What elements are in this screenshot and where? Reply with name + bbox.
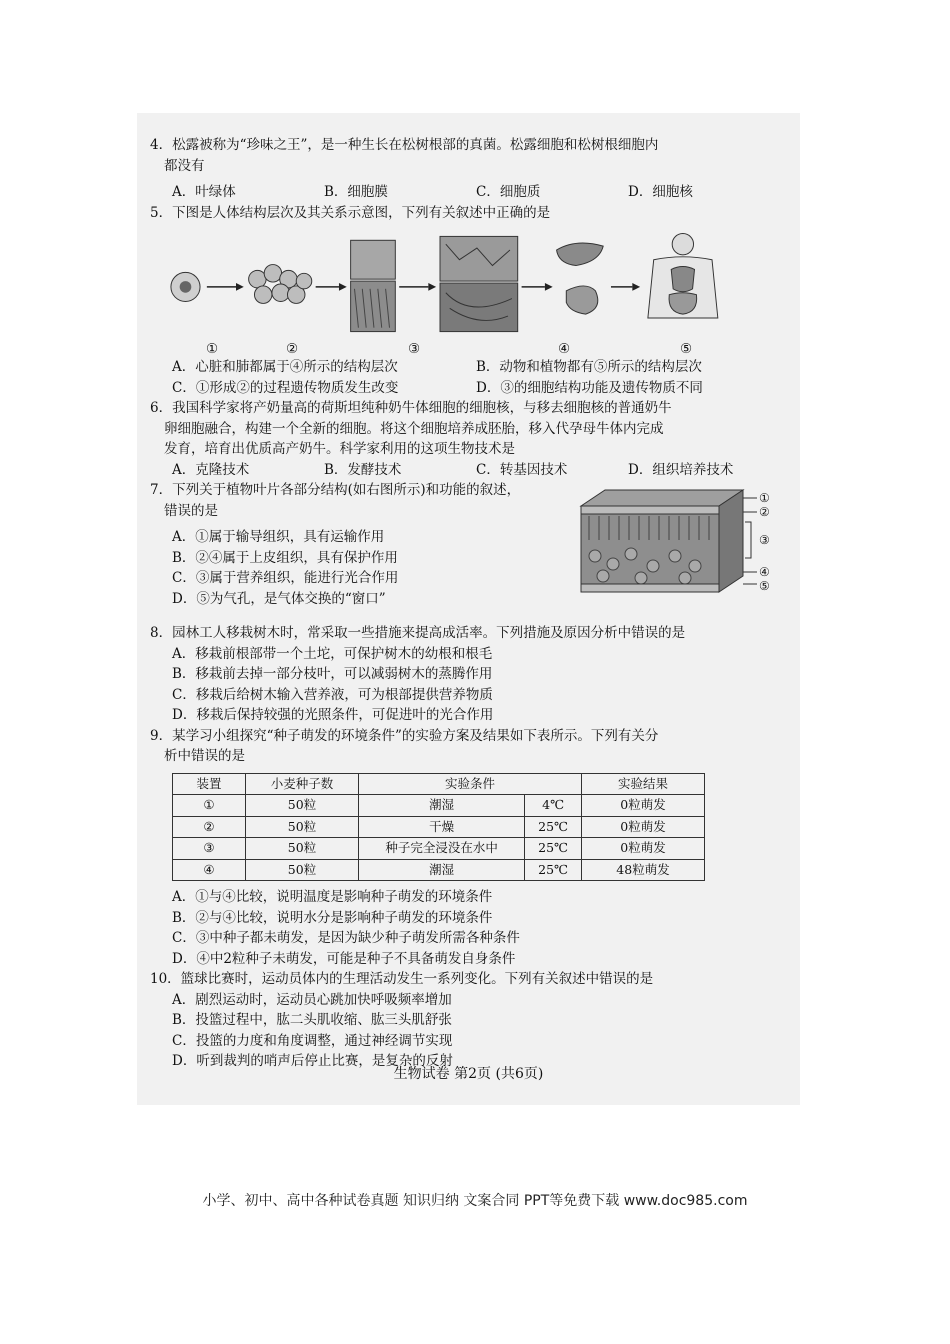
option-a: A．①与④比较，说明温度是影响种子萌发的环境条件 (172, 889, 493, 905)
option-c: C．转基因技术 (476, 461, 568, 478)
body-structure-labels (150, 339, 780, 357)
body-structure-figure (168, 229, 780, 339)
option-b: B．投篮过程中，肱二头肌收缩、肱三头肌舒张 (172, 1012, 452, 1028)
option-b: B．细胞膜 (324, 184, 388, 200)
option-b: B．动物和植物都有⑤所示的结构层次 (476, 359, 702, 375)
table-cell: 48粒萌发 (582, 859, 705, 881)
table-row (173, 816, 705, 838)
exam-content (150, 135, 780, 1072)
option-c: C．③属于营养组织，能进行光合作用 (172, 570, 399, 586)
leaf-label-4: ④ (759, 565, 770, 579)
option-a: A．心脏和肺都属于④所示的结构层次 (172, 359, 398, 375)
option-d: D．移栽后保持较强的光照条件，可促进叶的光合作用 (172, 707, 494, 723)
cell-cluster-image (249, 265, 312, 304)
table-row (173, 838, 705, 860)
leaf-label-2: ② (759, 505, 770, 519)
question-7 (150, 480, 780, 609)
option-b: B．②与④比较，说明水分是影响种子萌发的环境条件 (172, 909, 493, 926)
question-6-stem-cont-2: 发育，培育出优质高产奶牛。科学家利用的这项生物技术是 (164, 441, 515, 457)
option-c: C．移栽后给树木输入营养液，可为根部提供营养物质 (172, 686, 493, 703)
tissue-image (351, 240, 396, 331)
option-a: A．克隆技术 (172, 461, 250, 478)
tissue-types-image (440, 236, 518, 331)
option-c: C．投篮的力度和角度调整，通过神经调节实现 (172, 1032, 453, 1049)
table-cell: 50粒 (246, 859, 359, 881)
body-structure-diagram (168, 229, 780, 339)
question-10-stem: 10．篮球比赛时，运动员体内的生理活动发生一系列变化。下列有关叙述中错误的是 (150, 971, 654, 987)
option-c: C．细胞质 (476, 184, 541, 200)
scanned-exam-page (137, 113, 800, 1105)
option-c: C．③中种子都未萌发，是因为缺少种子萌发所需各种条件 (172, 930, 520, 946)
label-3: ③ (408, 341, 421, 357)
leaf-label-1: ① (759, 491, 770, 505)
question-5-stem: 5．下图是人体结构层次及其关系示意图，下列有关叙述中正确的是 (150, 204, 551, 221)
cell-image (171, 272, 200, 301)
question-8-stem: 8．园林工人移栽树木时，常采取一些措施来提高成活率。下列措施及原因分析中错误的是 (150, 625, 686, 641)
header-device: 装置 (173, 773, 246, 795)
option-d: D．组织培养技术 (628, 461, 734, 478)
question-4-stem-cont: 都没有 (164, 157, 205, 174)
question-9-stem: 9．某学习小组探究“种子萌发的环境条件”的实验方案及结果如下表所示。下列有关分 (150, 727, 659, 744)
table-cell: 0粒萌发 (582, 795, 705, 817)
option-d: D．③的细胞结构功能及遗传物质不同 (476, 379, 703, 396)
table-cell: 50粒 (246, 838, 359, 860)
table-cell: 干燥 (359, 816, 525, 838)
experiment-table (172, 773, 705, 882)
table-row (173, 795, 705, 817)
label-2: ② (286, 341, 299, 357)
table-cell: 25℃ (525, 859, 582, 881)
option-b: B．发酵技术 (324, 461, 402, 478)
question-7-stem: 7．下列关于植物叶片各部分结构(如右图所示)和功能的叙述， (150, 482, 521, 498)
option-a: A．①属于输导组织，具有运输作用 (172, 529, 385, 545)
option-a: A．剧烈运动时，运动员心跳加快呼吸频率增加 (172, 991, 452, 1008)
table-cell: ④ (173, 859, 246, 881)
table-cell: 4℃ (525, 795, 582, 817)
page-footer: 生物试卷 第2页 (共6页) (393, 1066, 544, 1082)
table-cell: 潮湿 (359, 859, 525, 881)
question-9-stem-cont: 析中错误的是 (164, 748, 245, 764)
option-b: B．移栽前去掉一部分枝叶，可以减弱树木的蒸腾作用 (172, 666, 493, 682)
header-result: 实验结果 (582, 773, 705, 795)
label-1: ① (206, 341, 219, 357)
table-cell: 25℃ (525, 816, 582, 838)
header-seed-count: 小麦种子数 (246, 773, 359, 795)
question-6-stem: 6．我国科学家将产奶量高的荷斯坦纯种奶牛体细胞的细胞核，与移去细胞核的普通奶牛 (150, 400, 672, 416)
option-b: B．②④属于上皮组织，具有保护作用 (172, 549, 398, 566)
organ-image (557, 243, 604, 314)
option-c: C．①形成②的过程遗传物质发生改变 (172, 379, 399, 396)
option-a: A．叶绿体 (172, 184, 236, 200)
label-5: ⑤ (680, 341, 693, 357)
leaf-cross-section-image (575, 484, 775, 596)
table-cell: 种子完全浸没在水中 (359, 838, 525, 860)
question-6-options (172, 460, 780, 481)
table-cell: 50粒 (246, 816, 359, 838)
table-cell: 25℃ (525, 838, 582, 860)
table-cell: ② (173, 816, 246, 838)
table-cell: 0粒萌发 (582, 838, 705, 860)
table-cell: 潮湿 (359, 795, 525, 817)
leaf-label-5: ⑤ (759, 579, 770, 593)
question-4-stem: 4．松露被称为“珍味之王”，是一种生长在松树根部的真菌。松露细胞和松树根细胞内 (150, 137, 659, 153)
table-row (173, 859, 705, 881)
download-site-note: 小学、初中、高中各种试卷真题 知识归纳 文案合同 PPT等免费下载 www.doc985.com (202, 1193, 748, 1209)
header-conditions: 实验条件 (359, 773, 582, 795)
table-cell: ① (173, 795, 246, 817)
question-7-stem-cont: 错误的是 (164, 502, 218, 519)
question-4-options (172, 182, 780, 203)
label-4: ④ (558, 341, 571, 357)
leaf-cross-section-figure (575, 484, 775, 596)
option-d: D．听到裁判的哨声后停止比赛，是复杂的反射 (172, 1053, 453, 1069)
table-cell: 0粒萌发 (582, 816, 705, 838)
question-6-stem-cont: 卵细胞融合，构建一个全新的细胞。将这个细胞培养成胚胎，移入代孕母牛体内完成 (164, 420, 664, 437)
leaf-label-3: ③ (759, 533, 770, 547)
option-d: D．细胞核 (628, 184, 693, 200)
option-a: A．移栽前根部带一个土坨，可保护树木的幼根和根毛 (172, 645, 493, 662)
table-header-row (173, 773, 705, 795)
option-d: D．④中2粒种子未萌发，可能是种子不具备萌发自身条件 (172, 950, 516, 967)
human-body-image (648, 233, 718, 318)
option-d: D．⑤为气孔，是气体交换的“窗口” (172, 590, 386, 607)
question-5-options (172, 357, 780, 398)
table-cell: ③ (173, 838, 246, 860)
table-cell: 50粒 (246, 795, 359, 817)
